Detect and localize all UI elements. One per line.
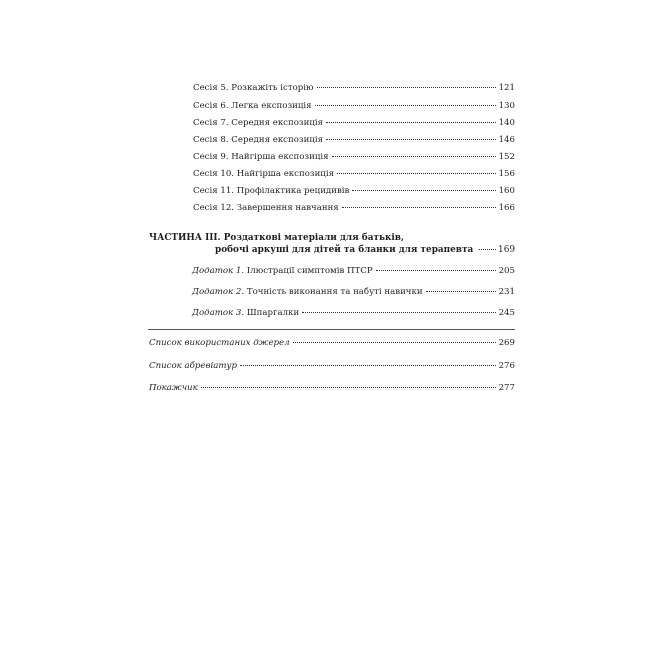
toc-entry-page: 146: [498, 135, 515, 145]
dot-leader: [342, 207, 496, 208]
toc-entry-page: 166: [498, 203, 515, 213]
toc-entry-abbreviations: [149, 360, 515, 372]
toc-entry-appendix-3: [192, 307, 515, 319]
part-3-title-line-2: робочі аркуші для дітей та бланки для терапевта: [215, 245, 474, 255]
dot-leader: [479, 249, 496, 250]
dot-leader: [201, 387, 496, 388]
toc-entry-session-9: [193, 151, 515, 163]
dot-leader: [352, 190, 495, 191]
toc-entry-page: 160: [498, 186, 515, 196]
dot-leader: [426, 291, 496, 292]
toc-entry-session-12: [193, 202, 515, 214]
toc-entry-label: [192, 307, 299, 319]
appendix-prefix: Додаток 2.: [192, 287, 245, 297]
dot-leader: [240, 365, 496, 366]
appendix-prefix: Додаток 1.: [192, 266, 245, 276]
toc-entry-session-8: [193, 134, 515, 146]
toc-part-3-heading: [149, 232, 515, 256]
toc-entry-session-6: [193, 100, 515, 112]
appendix-prefix: Додаток 3.: [192, 308, 245, 318]
dot-leader: [326, 122, 496, 123]
toc-entry-label: Сесія 8. Середня експозиція: [193, 135, 324, 145]
toc-entry-label: Список абревіатур: [149, 361, 237, 371]
dot-leader: [337, 173, 496, 174]
dot-leader: [332, 156, 496, 157]
toc-entry-label: Сесія 7. Середня експозиція: [193, 118, 324, 128]
toc-entry-label: Сесія 11. Профілактика рецидивів: [193, 186, 350, 196]
toc-entry-page: 245: [498, 308, 515, 318]
toc-entry-page: 121: [498, 83, 515, 93]
dot-leader: [326, 139, 496, 140]
toc-entry-page: 205: [498, 266, 515, 276]
toc-entry-label: Сесія 6. Легка експозиція: [193, 101, 312, 111]
toc-entry-page: 156: [498, 169, 515, 179]
toc-entry-appendix-1: [192, 265, 515, 277]
toc-entry-session-11: [193, 185, 515, 197]
toc-entry-label: Список використаних джерел: [149, 338, 290, 348]
toc-entry-label: Сесія 5. Розкажіть історію: [193, 83, 314, 93]
toc-entry-appendix-2: [192, 286, 515, 298]
dot-leader: [293, 342, 496, 343]
part-3-page: 169: [498, 245, 515, 255]
toc-entry-label: Сесія 10. Найгірша експозиція: [193, 169, 334, 179]
toc-entry-page: 277: [498, 383, 515, 393]
toc-entry-session-10: [193, 168, 515, 180]
toc-entry-label: Сесія 9. Найгірша експозиція: [193, 152, 329, 162]
appendix-title: Точність виконання та набуті навички: [244, 287, 423, 297]
toc-entry-label: Покажчик: [149, 383, 198, 393]
dot-leader: [376, 270, 496, 271]
toc-entry-page: 269: [498, 338, 515, 348]
section-divider: [148, 329, 515, 330]
part-3-title-line-1: ЧАСТИНА ІІІ. Роздаткові матеріали для батьків,: [149, 233, 405, 243]
toc-entry-label: Сесія 12. Завершення навчання: [193, 203, 339, 213]
toc-entry-session-5: [193, 82, 515, 94]
toc-entry-index: [149, 382, 515, 394]
appendix-title: Ілюстрації симптомів ПТСР: [244, 266, 373, 276]
toc-entry-references: [149, 337, 515, 349]
toc-entry-page: 276: [498, 361, 515, 371]
toc-entry-page: 152: [498, 152, 515, 162]
dot-leader: [302, 312, 495, 313]
toc-entry-page: 140: [498, 118, 515, 128]
toc-entry-session-7: [193, 117, 515, 129]
toc-entry-page: 231: [498, 287, 515, 297]
dot-leader: [315, 105, 496, 106]
dot-leader: [317, 87, 496, 88]
toc-entry-page: 130: [498, 101, 515, 111]
toc-entry-label: [192, 286, 423, 298]
toc-entry-label: [192, 265, 373, 277]
appendix-title: Шпаргалки: [244, 308, 300, 318]
